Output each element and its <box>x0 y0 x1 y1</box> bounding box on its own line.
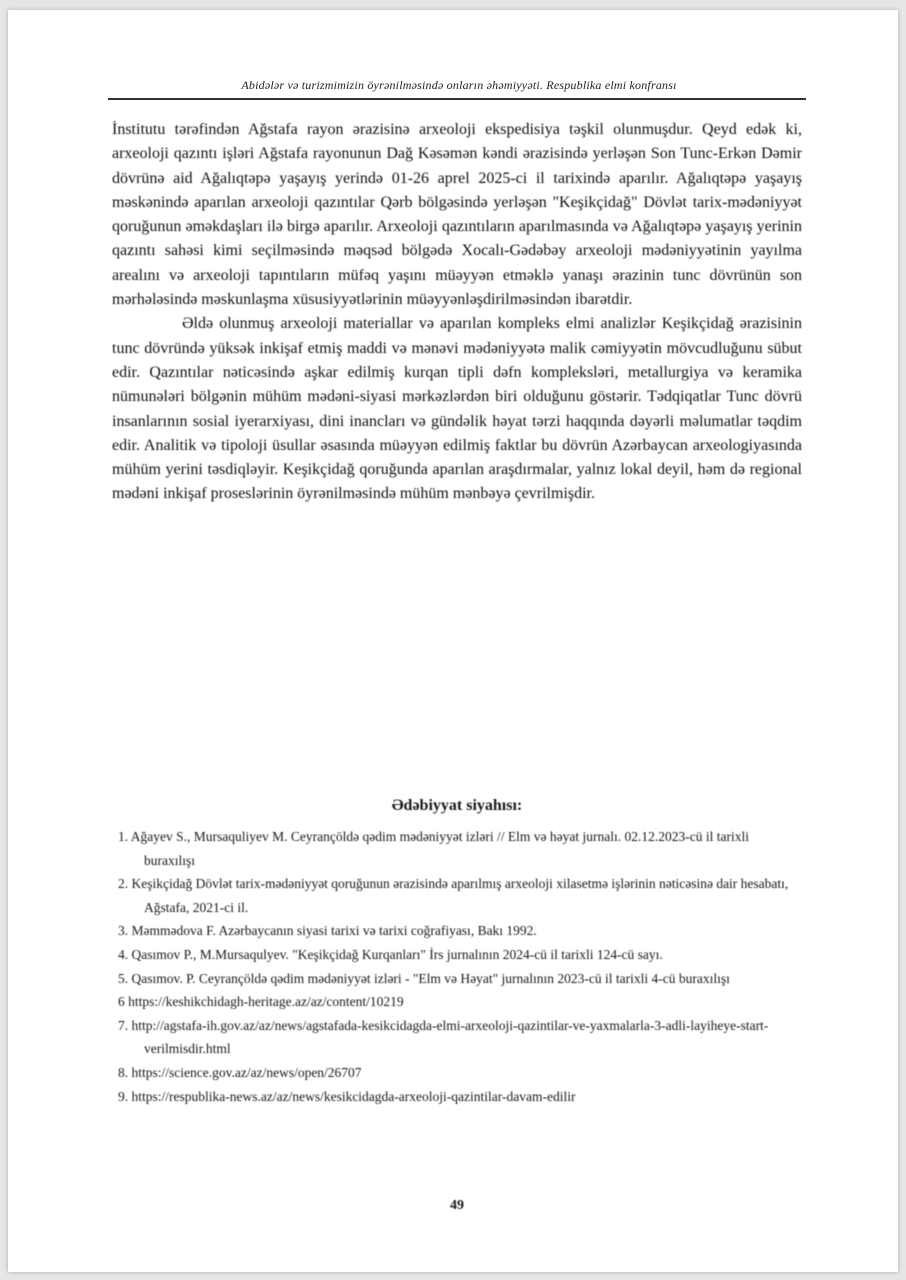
paragraph: Əldə olunmuş arxeoloji materiallar və aparılan kompleks elmi analizlər Keşikçidağ ərazisinin tunc dövründə yüksək inkişaf etmiş maddi və mənəvi mədəniyyətə malik cəmiyyətin mövcudluğunu sübut edir. Qazıntılar nəticəsində aşkar edilmiş kurqan tipli dəfn kompleksləri, metallurgiya və keramika nümunələri bölgənin mühüm mədəni-siyasi mərkəzlərdən biri olduğunu göstərir. Tədqiqatlar Tunc dövrü insanlarının sosial iyerarxiyası, dini inancları və gündəlik həyat tərzi haqqında dəyərli məlumatlar təqdim edir. Analitik və tipoloji üsullar əsasında müəyyən edilmiş faktlar bu dövrün Azərbaycan arxeologiyasında mühüm yerini təsdiqləyir. Keşikçidağ qoruğunda aparılan araşdırmalar, yalnız lokal deyil, həm də regional mədəni inkişaf proseslərinin öyrənilməsində mühüm mənbəyə çevrilmişdir. <box>112 315 802 503</box>
references-list <box>112 825 802 1108</box>
reference-item: 1. Ağayev S., Mursaquliyev M. Ceyrançöldə qədim mədəniyyət izləri // Elm və həyat jurnalı. 02.12.2023-cü il tarixli buraxılışı <box>118 829 749 868</box>
reference-item: 3. Məmmədova F. Azərbaycanın siyasi tarixi və tarixi coğrafiyası, Bakı 1992. <box>118 923 537 939</box>
reference-item: 5. Qasımov. P. Ceyrançöldə qədim mədəniyyət izləri - "Elm və Həyat" jurnalının 2023-cü il tarixli 4-cü buraxılışı <box>118 970 730 986</box>
reference-item: 4. Qasımov P., M.Mursaqulyev. "Keşikçidağ Kurqanları" İrs jurnalının 2024-cü il tarixli 124-cü sayı. <box>118 946 663 962</box>
reference-item: 2. Keşikçidağ Dövlət tarix-mədəniyyət qoruğunun ərazisində aparılmış arxeoloji xilasetmə işlərinin nəticəsinə dair hesabatı, Ağstafa, 2021-ci il. <box>118 876 789 915</box>
header-divider <box>108 98 806 100</box>
running-header: Abidələr və turizmimizin öyrənilməsində onların əhəmiyyəti. Respublika elmi konfransı <box>241 78 677 92</box>
reference-item: 7. http://agstafa-ih.gov.az/az/news/agstafada-kesikcidagda-elmi-arxeoloji-qazintilar-ve-yaxmalarla-3-adli-layiheye-start-verilmisdir.html <box>118 1017 769 1057</box>
reference-item: 6 https://keshikchidagh-heritage.az/az/content/10219 <box>118 994 404 1010</box>
paragraph: İnstitutu tərəfindən Ağstafa rayon ərazisinə arxeoloji ekspedisiya təşkil olunmuşdur. Qeyd edək ki, arxeoloji qazıntı işləri Ağstafa rayonunun Dağ Kəsəmən kəndi ərazisində yerləşən Son Tunc-Erkən Dəmir dövrünə aid Ağalıqtəpə yaşayış yerində 01-26 aprel 2025-ci il tarixində aparılır. Ağalıqtəpə yaşayış məskənində aparılan arxeoloji qazıntılar Qərb bölgəsində yerləşən "Keşikçidağ" Dövlət tarix-mədəniyyət qoruğunun əməkdaşları ilə birgə aparılır. Arxeoloji qazıntıların aparılmasında və Ağalıqtəpə yaşayış yerinin qazıntı sahəsi kimi seçilməsində məqsəd bölgədə Xocalı-Gədəbəy arxeoloji mədəniyyətinin yayılma arealını və arxeoloji tapıntıların müfəq yaşını müəyyən etməklə yanaşı ərazinin tunc dövrünün son mərhələsində məskunlaşma xüsusiyyətlərinin müəyyənləşdirilməsindən ibarətdir. <box>112 121 802 309</box>
reference-item: 8. https://science.gov.az/az/news/open/26707 <box>118 1064 362 1080</box>
reference-item: 9. https://respublika-news.az/az/news/kesikcidagda-arxeoloji-qazintilar-davam-edilir <box>118 1088 576 1104</box>
body-text <box>112 118 802 507</box>
page-number: 49 <box>450 1198 464 1213</box>
references-title: Ədəbiyyat siyahısı: <box>391 797 523 814</box>
document-page <box>8 10 898 1272</box>
